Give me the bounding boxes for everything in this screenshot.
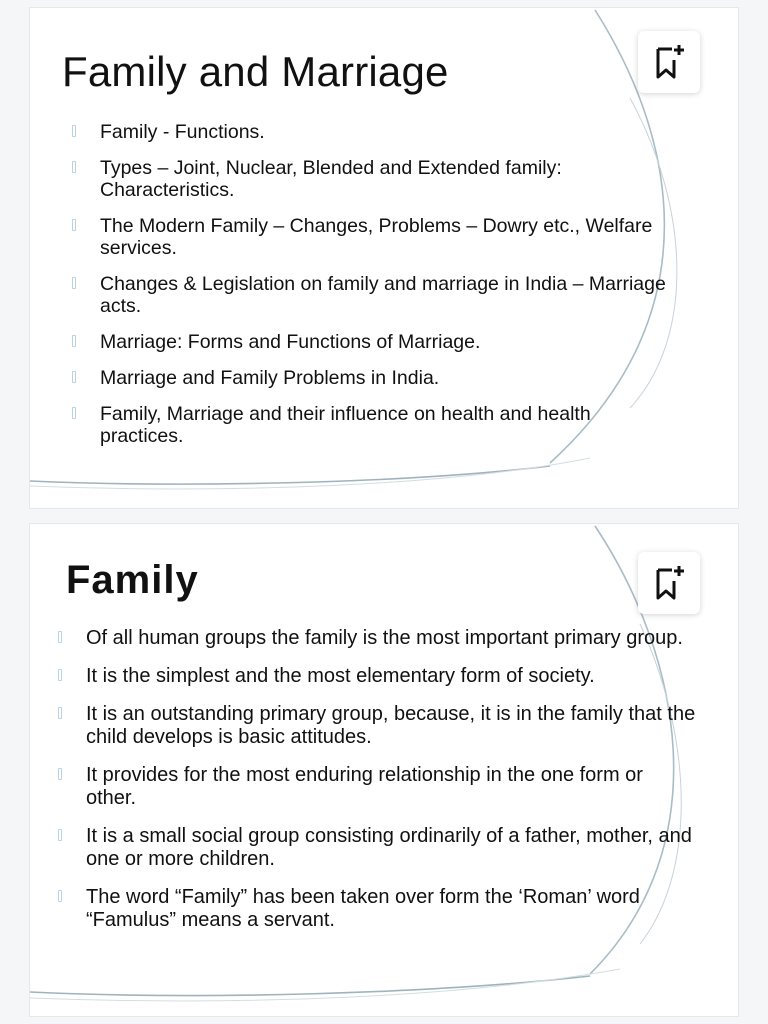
list-item-text: Types – Joint, Nuclear, Blended and Extended family: Characteristics. [100,157,562,201]
bullet-icon [58,669,62,681]
bullet-icon [58,890,62,902]
list-item [100,367,670,389]
bullet-icon [72,371,76,383]
bullet-icon [72,407,76,419]
list-item [86,627,696,650]
list-item [100,331,670,353]
slide-title: Family [66,558,199,602]
bullet-icon [72,219,76,231]
list-item [86,703,696,749]
bullet-icon [58,707,62,719]
bullet-icon [72,125,76,137]
slide-family [30,524,738,1016]
list-item-text: Changes & Legislation on family and marriage in India – Marriage acts. [100,273,666,317]
bookmark-add-button[interactable] [638,552,700,614]
list-item [86,665,696,688]
list-item [100,121,670,143]
list-item [86,886,696,932]
list-item-text: It provides for the most enduring relationship in the one form or other. [86,764,643,809]
list-item [86,764,696,810]
bullet-list [100,121,670,461]
list-item [100,215,670,259]
slide-title: Family and Marriage [62,48,449,95]
list-item-text: Family, Marriage and their influence on health and health practices. [100,403,591,447]
bullet-icon [72,161,76,173]
list-item-text: Marriage: Forms and Functions of Marriage. [100,331,481,353]
bookmark-add-button[interactable] [638,31,700,93]
list-item-text: Marriage and Family Problems in India. [100,367,440,389]
bullet-icon [72,277,76,289]
bullet-icon [58,768,62,780]
list-item [100,273,670,317]
list-item [86,825,696,871]
list-item-text: It is an outstanding primary group, because, it is in the family that the child develops is basic attitudes. [86,703,696,748]
list-item-text: The Modern Family – Changes, Problems – Dowry etc., Welfare services. [100,215,653,259]
list-item-text: Family - Functions. [100,121,265,143]
bullet-icon [58,829,62,841]
list-item-text: It is the simplest and the most elementary form of society. [86,665,595,687]
list-item-text: Of all human groups the family is the most important primary group. [86,627,683,649]
slide-family-and-marriage [30,8,738,508]
bookmark-add-icon [652,43,686,81]
list-item-text: It is a small social group consisting ordinarily of a father, mother, and one or more children. [86,825,692,870]
list-item [100,403,670,447]
bullet-icon [58,631,62,643]
bookmark-add-icon [652,564,686,602]
list-item-text: The word “Family” has been taken over form the ‘Roman’ word “Famulus” means a servant. [86,886,640,931]
list-item [100,157,670,201]
bullet-list [86,627,696,947]
bullet-icon [72,335,76,347]
